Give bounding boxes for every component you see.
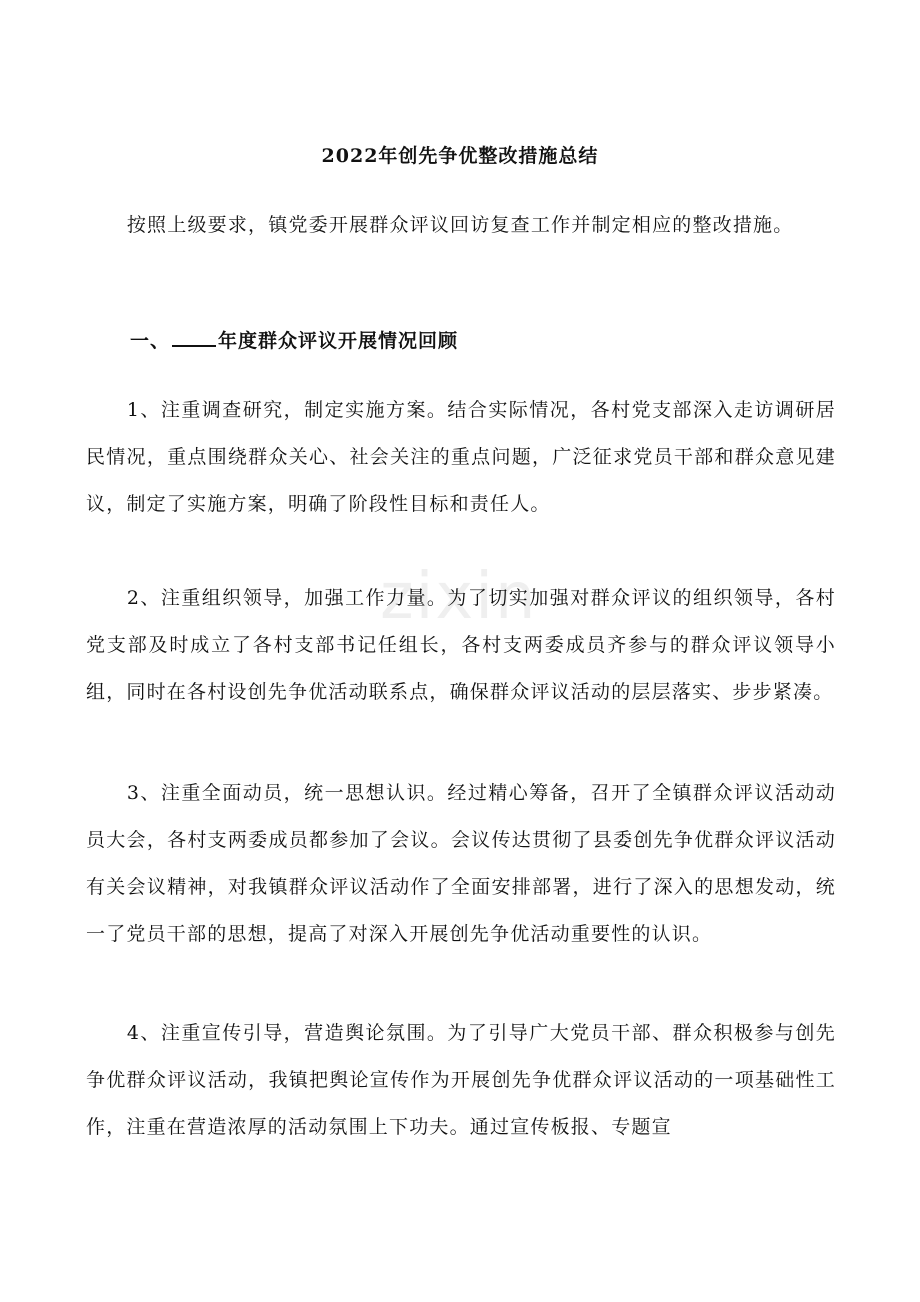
intro-paragraph: 按照上级要求，镇党委开展群众评议回访复查工作并制定相应的整改措施。 [126,214,794,236]
paragraph-1: 1、注重调查研究，制定实施方案。结合实际情况，各村党支部深入走访调研居民情况，重点围绕群众关心、社会关注的重点问题，广泛征求党员干部和群众意见建议，制定了实施方案，明确了阶段性目标和责任人。 [86,399,836,515]
section-heading [130,325,458,357]
paragraph-4: 4、注重宣传引导，营造舆论氛围。为了引导广大党员干部、群众积极参与创先争优群众评议活动，我镇把舆论宣传作为开展创先争优群众评议活动的一项基础性工作，注重在营造浓厚的活动氛围上下功夫。通过宣传板报、专题宣 [86,1022,836,1138]
paragraph-3: 3、注重全面动员，统一思想认识。经过精心筹备，召开了全镇群众评议活动动员大会，各村支两委成员都参加了会议。会议传达贯彻了县委创先争优群众评议活动有关会议精神，对我镇群众评议活动作了全面安排部署，进行了深入的思想发动，统一了党员干部的思想，提高了对深入开展创先争优活动重要性的认识。 [86,782,836,945]
watermark: zixin [380,560,538,634]
document-title: 2022年创先争优整改措施总结 [321,145,599,167]
blank-underline [172,329,216,347]
paragraph-2: 2、注重组织领导，加强工作力量。为了切实加强对群众评议的组织领导，各村党支部及时成立了各村支部书记任组长，各村支两委成员齐参与的群众评议领导小组，同时在各村设创先争优活动联系点，确保群众评议活动的层层落实、步步紧凑。 [86,587,836,703]
section-heading-text: 年度群众评议开展情况回顾 [218,330,459,352]
section-prefix: 一、 [130,330,171,352]
